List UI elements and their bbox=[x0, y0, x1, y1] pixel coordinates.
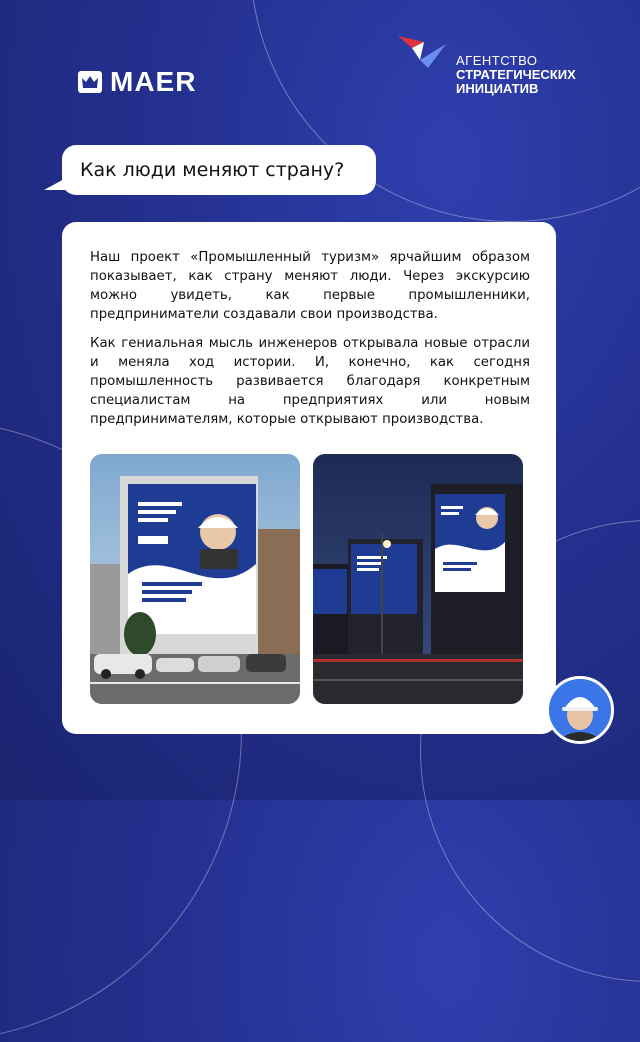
avatar bbox=[546, 676, 614, 744]
crown-icon bbox=[78, 71, 102, 93]
maer-logo bbox=[78, 66, 196, 98]
paragraph-1: Наш проект «Промышленный туризм» ярчайшим образом показывает, как страну меняют люди. Через экскурсию можно увидеть, как первые промышленники, предприниматели создавали свои производства. bbox=[90, 250, 530, 322]
asi-line-2: СТРАТЕГИЧЕСКИХ bbox=[456, 67, 576, 82]
question-bubble bbox=[62, 145, 376, 195]
paragraph-2: Как гениальная мысль инженеров открывала новые отрасли и меняла ход истории. И, конечно, как сегодня промышленность развивается благодаря конкретным специалистам на предприятиях или новым предпринимателям, которые открывают производства. bbox=[90, 336, 530, 427]
asi-line-3: ИНИЦИАТИВ bbox=[456, 81, 539, 96]
asi-logo-text bbox=[456, 54, 576, 96]
question-text: Как люди меняют страну? bbox=[80, 159, 345, 181]
photo-night-billboard bbox=[313, 454, 523, 704]
asi-triangle-icon bbox=[398, 34, 448, 74]
photo-day-billboard bbox=[90, 454, 300, 704]
maer-logo-text: MAER bbox=[110, 66, 197, 97]
content-card bbox=[62, 222, 556, 734]
asi-line-1: АГЕНТСТВО bbox=[456, 53, 538, 68]
text-block bbox=[90, 248, 530, 439]
asi-logo bbox=[398, 34, 576, 96]
